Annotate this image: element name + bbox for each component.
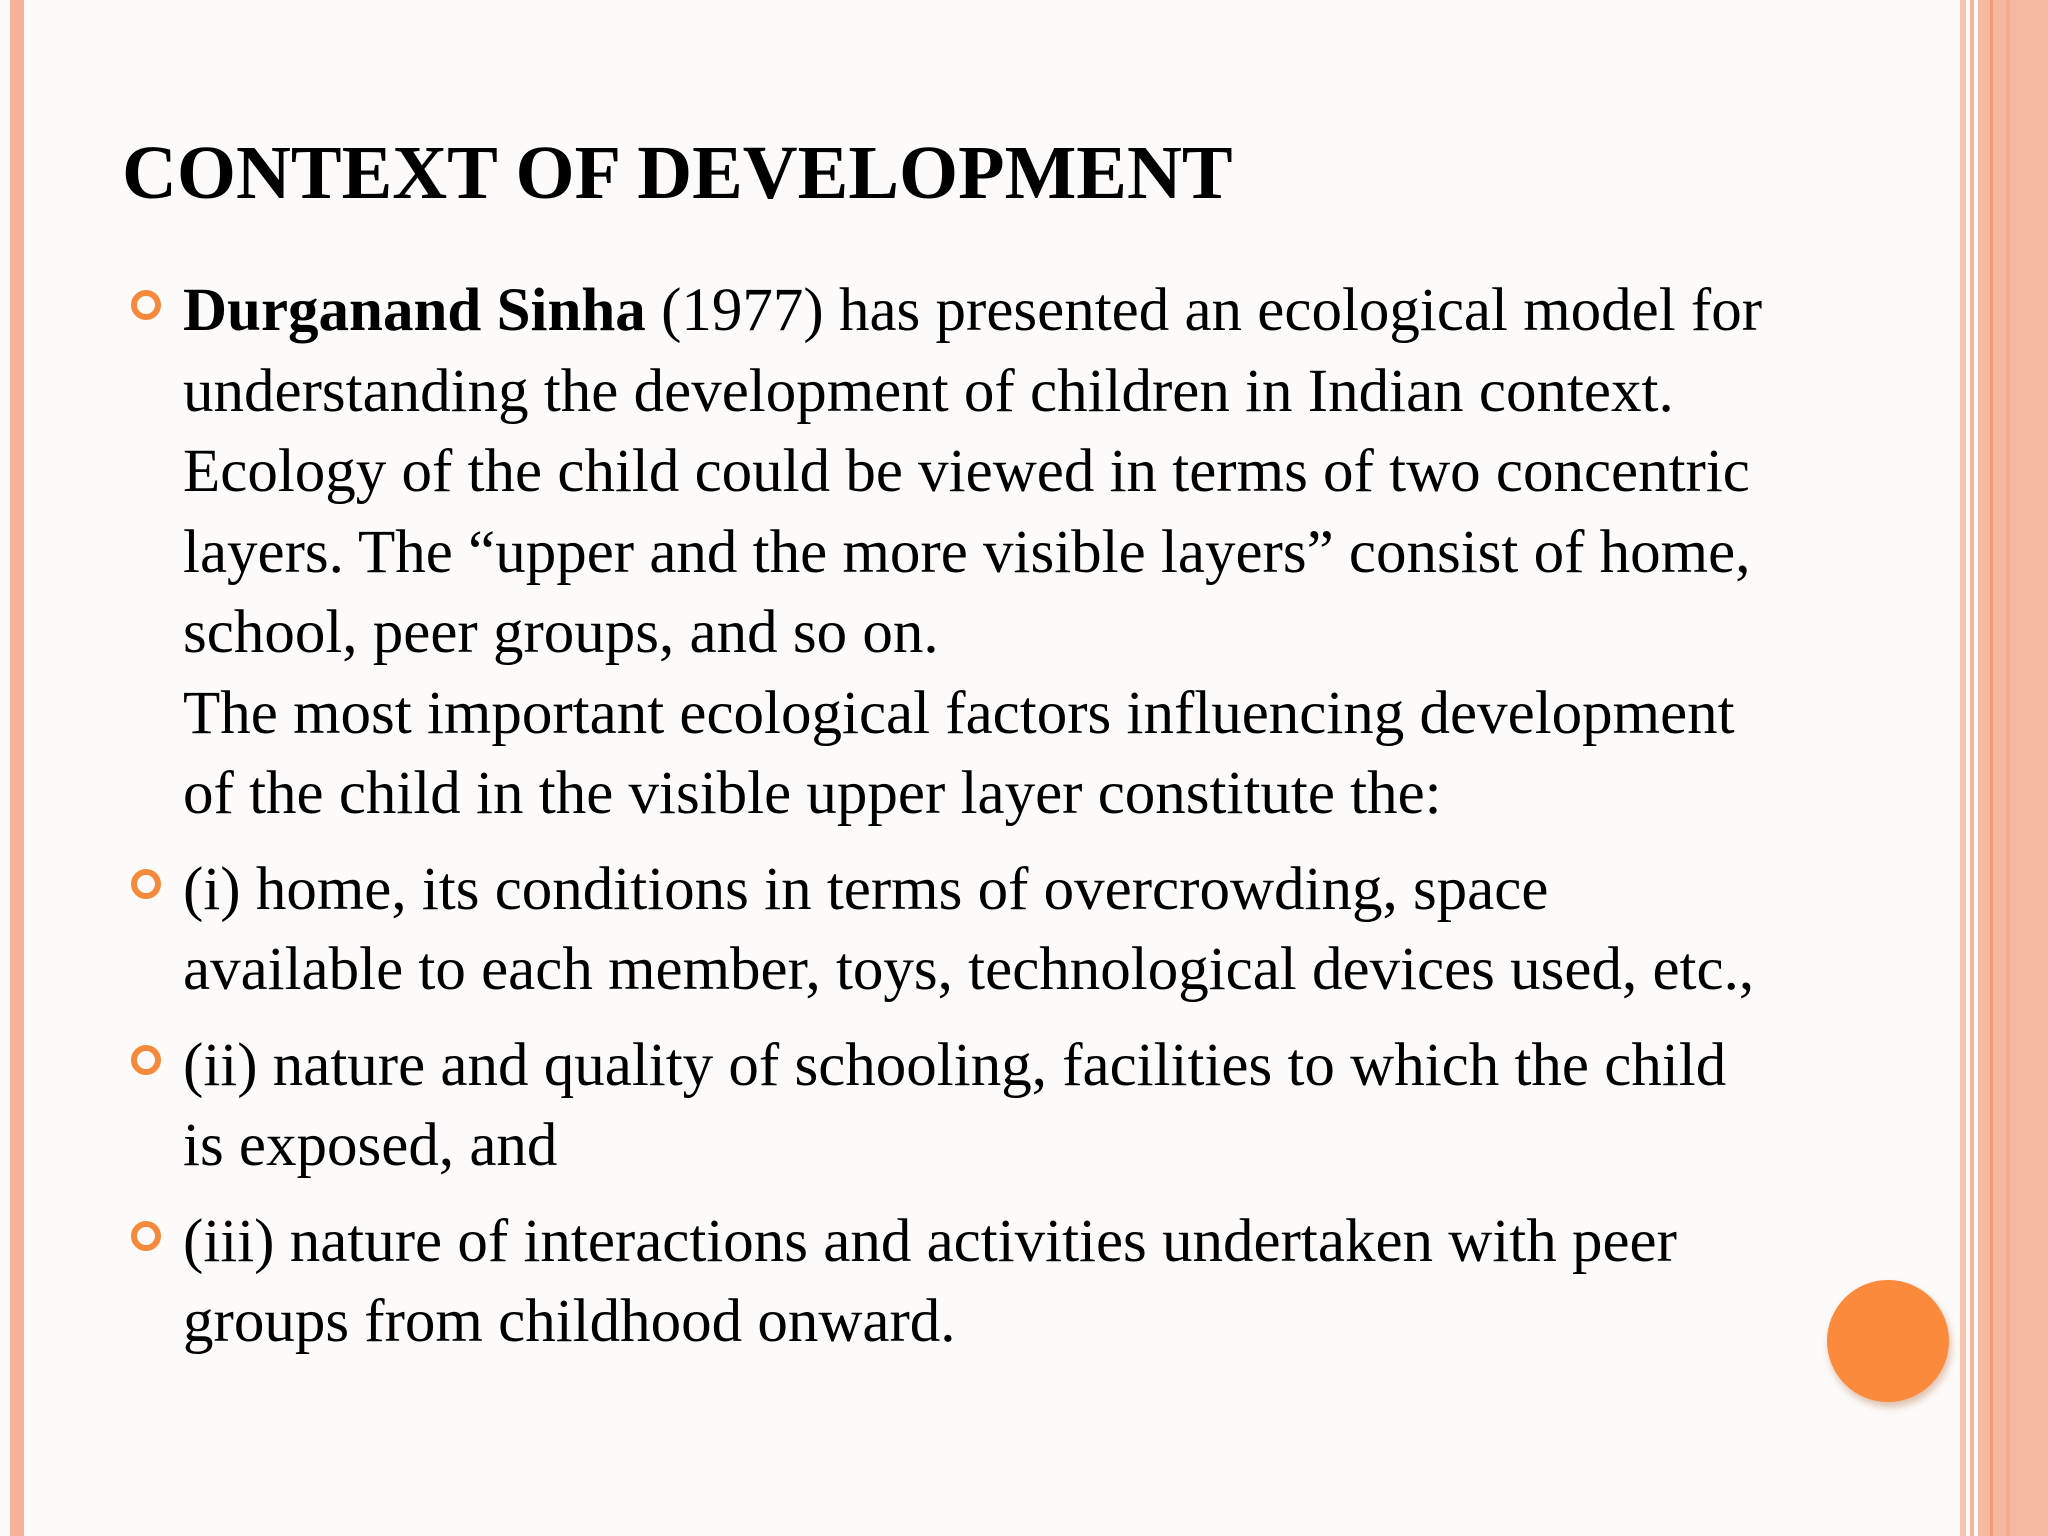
- bullet-line: The most important ecological factors influencing development: [183, 679, 1735, 747]
- right-decorative-strip: [1970, 0, 1974, 1536]
- right-decorative-strip: [1960, 0, 1966, 1536]
- bullet-list: [183, 271, 1943, 1378]
- bullet-item: [183, 850, 1943, 1011]
- right-decorative-bar: [1978, 0, 2048, 1536]
- orange-circle-decoration-icon: [1827, 1280, 1949, 1402]
- left-decorative-bar: [10, 0, 24, 1536]
- hollow-circle-bullet-icon: [131, 869, 161, 899]
- bullet-line: of the child in the visible upper layer constitute the:: [183, 760, 1442, 827]
- bullet-item: [183, 1026, 1943, 1187]
- hollow-circle-bullet-icon: [131, 1045, 161, 1075]
- bullet-text: (1977) has presented an ecological model for: [645, 277, 1763, 344]
- bullet-item: [183, 1202, 1943, 1363]
- bullet-line: available to each member, toys, technological devices used, etc.,: [183, 936, 1755, 1003]
- bullet-line: (i) home, its conditions in terms of overcrowding, space: [183, 855, 1549, 923]
- hollow-circle-bullet-icon: [131, 1221, 161, 1251]
- bullet-line: is exposed, and: [183, 1112, 558, 1179]
- bullet-item: [183, 271, 1943, 835]
- bullet-line: (iii) nature of interactions and activities undertaken with peer: [183, 1207, 1677, 1275]
- slide-title: CONTEXT OF DEVELOPMENT: [122, 131, 1233, 215]
- hollow-circle-bullet-icon: [131, 290, 161, 320]
- bullet-line: groups from childhood onward.: [183, 1288, 956, 1355]
- right-decorative-line: [1990, 0, 1993, 1536]
- bullet-line: layers. The “upper and the more visible layers” consist of home,: [183, 518, 1751, 586]
- bullet-line: Ecology of the child could be viewed in terms of two concentric: [183, 438, 1750, 505]
- bullet-line: understanding the development of children in Indian context.: [183, 357, 1674, 425]
- right-decorative-line: [2006, 0, 2010, 1536]
- bullet-line: school, peer groups, and so on.: [183, 599, 939, 666]
- bullet-line: (ii) nature and quality of schooling, facilities to which the child: [183, 1031, 1727, 1099]
- bullet-line: [183, 271, 1943, 352]
- author-name: Durganand Sinha: [183, 277, 646, 344]
